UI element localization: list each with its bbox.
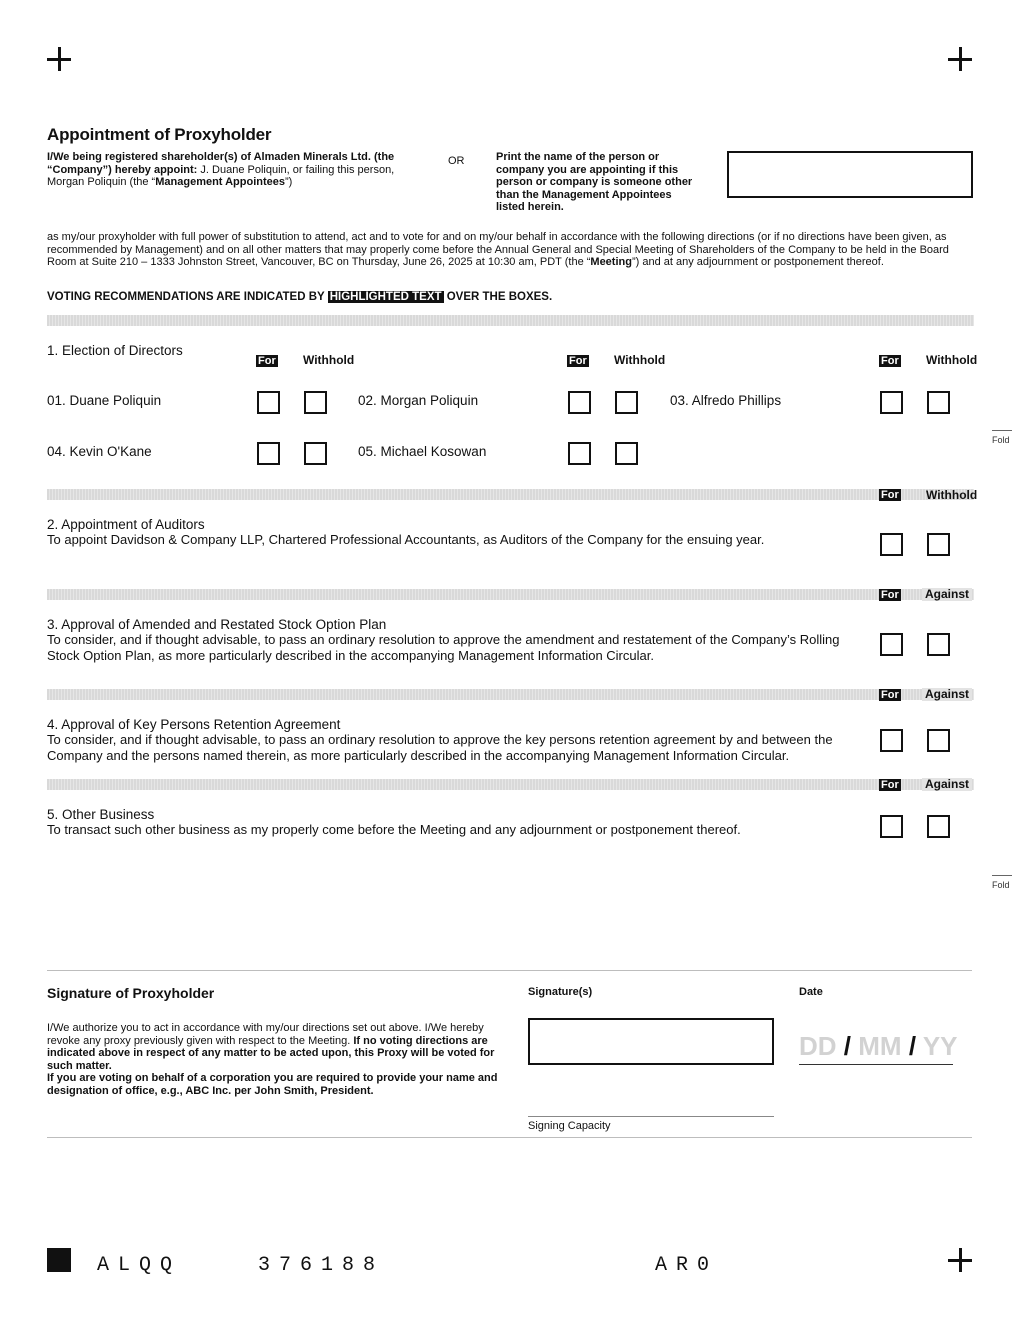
signature-section-title: Signature of Proxyholder bbox=[47, 985, 215, 1001]
stock-option-against-checkbox[interactable] bbox=[927, 633, 950, 656]
stock-option-for-checkbox[interactable] bbox=[880, 633, 903, 656]
retention-text: To consider, and if thought advisable, to pass an ordinary resolution to approve the key persons retention agreement by and between the Company and the persons named therein, as more particularly described in the accompanying Management Information Circular. bbox=[47, 732, 833, 763]
date-label: Date bbox=[799, 986, 823, 998]
nominee-morgan-poliquin: 02. Morgan Poliquin bbox=[358, 393, 479, 408]
section-divider-stock-option bbox=[47, 589, 974, 600]
registration-mark-bottom-right bbox=[948, 1248, 972, 1272]
or-label: OR bbox=[448, 155, 465, 167]
nominee-3-for-checkbox[interactable] bbox=[880, 391, 903, 414]
stock-option-item bbox=[47, 617, 847, 664]
print-name-instructions: Print the name of the person or company you are appointing if this person or company is someone other than the Management Appointees listed herein. bbox=[496, 151, 693, 213]
section-divider-directors bbox=[47, 315, 974, 326]
fold-line bbox=[992, 875, 1012, 876]
withhold-label: Withhold bbox=[926, 488, 978, 502]
footer-code-alqq: ALQQ bbox=[97, 1254, 182, 1277]
other-business-for-checkbox[interactable] bbox=[880, 815, 903, 838]
signature-section-top-rule bbox=[47, 970, 972, 971]
registration-mark-top-right bbox=[948, 47, 972, 71]
footer-code-number: 376188 bbox=[258, 1254, 385, 1277]
signing-capacity-label: Signing Capacity bbox=[528, 1120, 611, 1132]
retention-against-checkbox[interactable] bbox=[927, 729, 950, 752]
for-label: For bbox=[881, 689, 899, 701]
nominee-michael-kosowan: 05. Michael Kosowan bbox=[358, 444, 487, 459]
withhold-label: Withhold bbox=[614, 353, 666, 367]
nominee-alfredo-phillips: 03. Alfredo Phillips bbox=[670, 393, 782, 408]
other-business-title: 5. Other Business bbox=[47, 807, 155, 822]
proxy-authority-paragraph: as my/our proxyholder with full power of substitution to attend, act and to vote for and on my/our behalf in accordance with the following directions (or if no directions have been given, as recommended by Management) and on all other matters that may properly come before the Annual General and Special Meeting of Shareholders of the Company to be held in the Board Room at Suite 210 – 1333 Johnston Street, Vancouver, BC on Thursday, June 26, 2025 at 10:30 am, PDT (the “Meeting”) and at any adjournment or postponement thereof. bbox=[47, 231, 949, 268]
signing-capacity-line[interactable] bbox=[528, 1116, 774, 1117]
date-separator: / bbox=[908, 1031, 917, 1061]
nominee-kevin-okane: 04. Kevin O'Kane bbox=[47, 444, 152, 459]
signature-instructions: I/We authorize you to act in accordance with my/our directions set out above. I/We hereby revoke any proxy previously given with respect to the Meeting. If no voting directions are indicated above in respect of any matter to be acted upon, this Proxy will be voted for such matter. If you are voting on behalf of a corporation you are required to provide your name and designation of office, e.g., ABC Inc. per John Smith, President. bbox=[47, 1022, 498, 1097]
date-separator: / bbox=[843, 1031, 852, 1061]
voting-recommendation-note: VOTING RECOMMENDATIONS ARE INDICATED BY HIGHLIGHTED TEXT OVER THE BOXES. bbox=[47, 291, 553, 303]
against-label: Against bbox=[922, 588, 972, 601]
nominee-2-withhold-checkbox[interactable] bbox=[615, 391, 638, 414]
nominee-5-for-checkbox[interactable] bbox=[568, 442, 591, 465]
for-label: For bbox=[881, 355, 899, 367]
auditors-withhold-checkbox[interactable] bbox=[927, 533, 950, 556]
nominee-3-withhold-checkbox[interactable] bbox=[927, 391, 950, 414]
for-label: For bbox=[881, 589, 899, 601]
section-divider-auditors bbox=[47, 489, 974, 500]
withhold-label: Withhold bbox=[926, 353, 978, 367]
other-business-against-checkbox[interactable] bbox=[927, 815, 950, 838]
against-label: Against bbox=[922, 778, 972, 791]
nominee-2-for-checkbox[interactable] bbox=[568, 391, 591, 414]
appointment-statement: I/We being registered shareholder(s) of Almaden Minerals Ltd. (the “Company”) hereby appoint: J. Duane Poliquin, or failing this person, Morgan Poliquin (the “Management Appointees”) bbox=[47, 151, 395, 188]
signature-input[interactable] bbox=[528, 1018, 774, 1065]
stock-option-text: To consider, and if thought advisable, to pass an ordinary resolution to approve the amendment and restatement of the Company’s Rolling Stock Option Plan, as more particularly described in the accompanying Management Information Circular. bbox=[47, 632, 840, 663]
date-year-placeholder: YY bbox=[922, 1031, 958, 1061]
directors-title: 1. Election of Directors bbox=[47, 343, 183, 358]
other-business-text: To transact such other business as my properly come before the Meeting and any adjournment or postponement thereof. bbox=[47, 822, 741, 837]
proxyholder-name-input[interactable] bbox=[727, 151, 973, 198]
for-label: For bbox=[569, 355, 587, 367]
nominee-1-for-checkbox[interactable] bbox=[257, 391, 280, 414]
fold-label: Fold bbox=[992, 880, 1010, 890]
auditors-for-checkbox[interactable] bbox=[880, 533, 903, 556]
against-label: Against bbox=[922, 688, 972, 701]
nominee-4-for-checkbox[interactable] bbox=[257, 442, 280, 465]
section-divider-other bbox=[47, 779, 974, 790]
footer-code-ar0: AR0 bbox=[655, 1254, 719, 1277]
date-month-placeholder: MM bbox=[858, 1031, 902, 1061]
fold-line bbox=[992, 430, 1012, 431]
date-day-placeholder: DD bbox=[799, 1031, 837, 1061]
for-label: For bbox=[258, 355, 276, 367]
other-business-item bbox=[47, 807, 847, 838]
retention-for-checkbox[interactable] bbox=[880, 729, 903, 752]
section-divider-retention bbox=[47, 689, 974, 700]
auditors-item bbox=[47, 517, 847, 548]
for-label: For bbox=[881, 779, 899, 791]
signature-section-bottom-rule bbox=[47, 1137, 972, 1138]
nominee-5-withhold-checkbox[interactable] bbox=[615, 442, 638, 465]
withhold-label: Withhold bbox=[303, 353, 355, 367]
nominee-1-withhold-checkbox[interactable] bbox=[304, 391, 327, 414]
fold-label: Fold bbox=[992, 435, 1010, 445]
footer-marker-square bbox=[47, 1248, 71, 1272]
stock-option-title: 3. Approval of Amended and Restated Stock Option Plan bbox=[47, 617, 387, 632]
date-input[interactable] bbox=[799, 1030, 958, 1065]
registration-mark-top-left bbox=[47, 47, 71, 71]
auditors-title: 2. Appointment of Auditors bbox=[47, 517, 205, 532]
auditors-text: To appoint Davidson & Company LLP, Chartered Professional Accountants, as Auditors of the Company for the ensuing year. bbox=[47, 532, 765, 547]
retention-item bbox=[47, 717, 857, 764]
for-label: For bbox=[881, 489, 899, 501]
signatures-label: Signature(s) bbox=[528, 986, 593, 998]
nominee-duane-poliquin: 01. Duane Poliquin bbox=[47, 393, 162, 408]
nominee-4-withhold-checkbox[interactable] bbox=[304, 442, 327, 465]
page-title: Appointment of Proxyholder bbox=[47, 125, 272, 144]
retention-title: 4. Approval of Key Persons Retention Agreement bbox=[47, 717, 341, 732]
